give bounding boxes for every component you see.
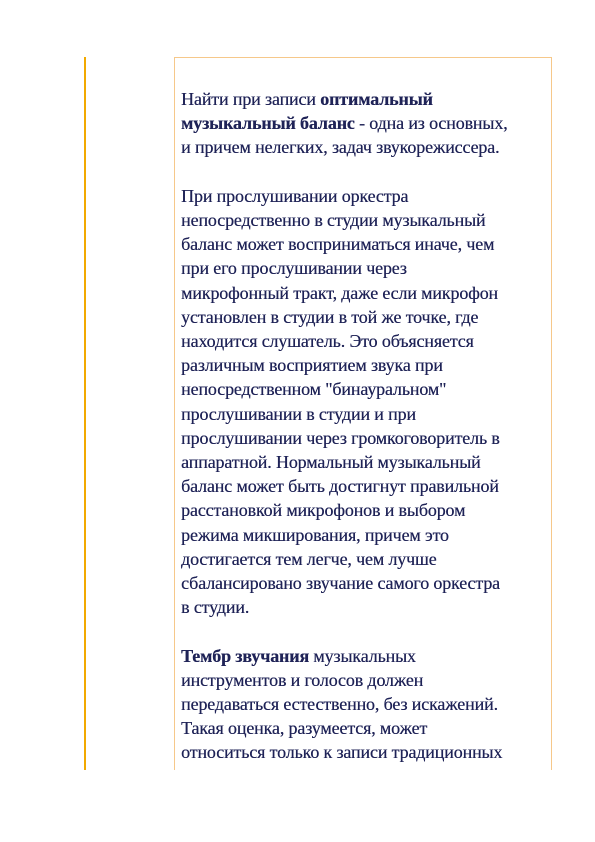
text-run: непосредственно в студии музыкальный	[181, 210, 486, 230]
text-line	[181, 474, 552, 498]
left-margin-rule	[84, 57, 86, 770]
text-line	[181, 402, 552, 426]
text-line	[181, 498, 552, 522]
paragraph	[181, 184, 552, 620]
text-run: баланс может быть достигнут правильной	[181, 476, 499, 497]
text-run: аппаратной. Нормальный музыкальный	[181, 452, 481, 473]
text-run: непосредственном "бинауральном"	[181, 379, 447, 400]
text-run: сбалансировано звучание самого оркестра	[181, 573, 500, 594]
text-run: Такая оценка, разумеется, может	[181, 718, 428, 739]
text-line	[181, 256, 552, 280]
bold-text: оптимальный	[320, 89, 433, 109]
text-run: находится слушатель. Это объясняется	[181, 331, 474, 352]
text-run: при его прослушивании через	[181, 258, 407, 279]
text-line	[181, 644, 552, 668]
text-line	[181, 208, 552, 232]
text-run: относиться только к записи традиционных	[181, 742, 503, 763]
text-run: Найти при записи	[181, 89, 321, 109]
text-line	[181, 135, 552, 159]
text-line	[181, 329, 552, 353]
text-line	[181, 692, 552, 716]
text-line	[181, 716, 552, 740]
text-line	[181, 426, 552, 450]
text-line	[181, 523, 552, 547]
text-line	[181, 87, 552, 111]
text-line	[181, 571, 552, 595]
text-run: различным восприятием звука при	[181, 355, 443, 376]
text-run: музыкальных	[308, 645, 416, 666]
text-run: в студии.	[181, 597, 250, 618]
text-line	[181, 377, 552, 401]
text-line	[181, 232, 552, 256]
text-line	[181, 353, 552, 377]
text-run: инструментов и голосов должен	[181, 669, 424, 690]
text-run: прослушивании через громкоговоритель в	[181, 427, 500, 448]
text-run: прослушивании в студии и при	[181, 403, 416, 424]
text-line	[181, 184, 552, 208]
bold-text: музыкальный баланс	[181, 113, 355, 134]
text-run: достигается тем легче, чем лучше	[181, 548, 437, 569]
text-run: микрофонный тракт, даже если микрофон	[181, 282, 498, 303]
bold-text: Тембр звучания	[181, 645, 309, 666]
text-line	[181, 595, 552, 619]
text-run: и причем нелегких, задач звукорежиссера.	[181, 137, 500, 158]
text-line	[181, 740, 552, 764]
text-run: баланс может восприниматься иначе, чем	[181, 234, 495, 255]
text-line	[181, 450, 552, 474]
text-line	[181, 668, 552, 692]
text-run: расстановкой микрофонов и выбором	[181, 500, 466, 521]
document-body	[181, 87, 552, 770]
text-frame	[174, 57, 552, 770]
text-run: передаваться естественно, без искажений.	[181, 694, 498, 715]
text-run: - одна из основных,	[354, 113, 508, 134]
paragraph	[181, 87, 552, 160]
paragraph	[181, 644, 552, 765]
text-line	[181, 305, 552, 329]
text-run: При прослушивании оркестра	[181, 185, 409, 206]
text-line	[181, 281, 552, 305]
text-run: режима микширования, причем это	[181, 524, 449, 545]
text-line	[181, 547, 552, 571]
text-line	[181, 111, 552, 135]
text-run: установлен в студии в той же точке, где	[181, 306, 479, 327]
